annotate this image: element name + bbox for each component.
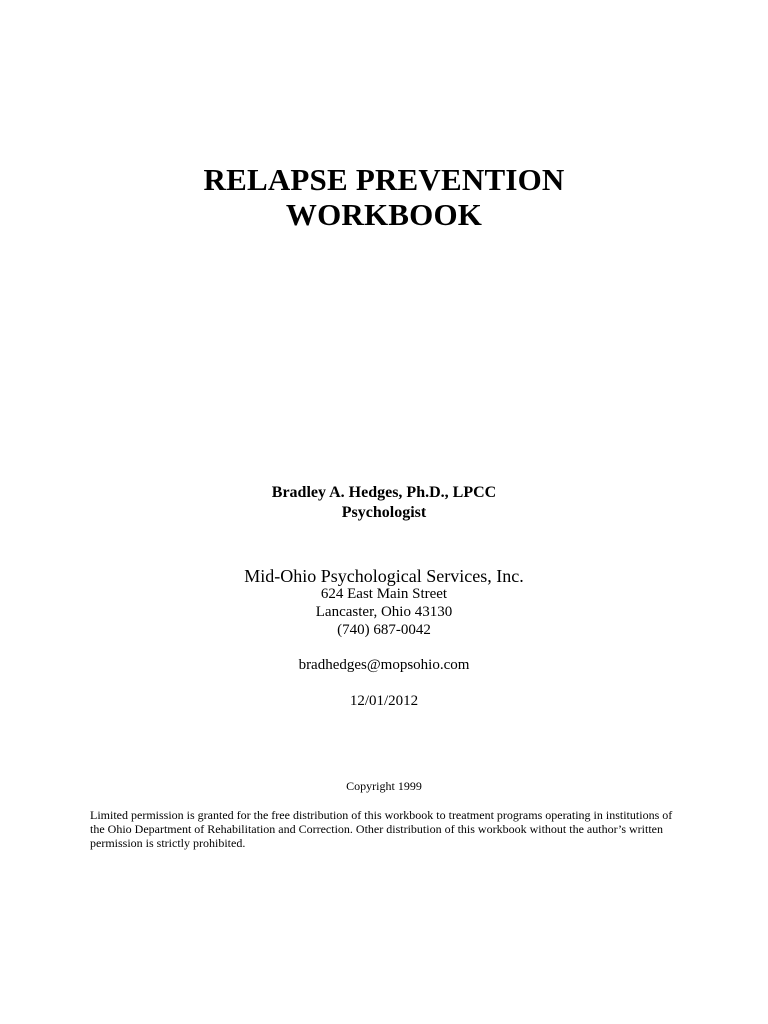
author-name: Bradley A. Hedges, Ph.D., LPCC — [271, 484, 497, 501]
address-street: 624 East Main Street — [320, 586, 448, 602]
address-city: Lancaster, Ohio 43130 — [315, 604, 453, 620]
permission-line-2: the Ohio Department of Rehabilitation and Correction. Other distribution of this workbook without the author’s written — [90, 822, 664, 836]
email-address: bradhedges@mopsohio.com — [298, 657, 470, 673]
author-role: Psychologist — [341, 504, 427, 521]
organization-name: Mid-Ohio Psychological Services, Inc. — [244, 566, 524, 586]
document-date: 12/01/2012 — [349, 693, 419, 709]
permission-line-1: Limited permission is granted for the free distribution of this workbook to treatment programs operating in institutions of — [90, 808, 673, 822]
phone-number: (740) 687-0042 — [337, 622, 431, 638]
title-line-1: RELAPSE PREVENTION — [203, 162, 565, 197]
permission-line-3: permission is strictly prohibited. — [90, 836, 246, 850]
title-line-2: WORKBOOK — [285, 197, 483, 232]
copyright-notice: Copyright 1999 — [346, 779, 422, 793]
permission-notice — [90, 808, 680, 850]
